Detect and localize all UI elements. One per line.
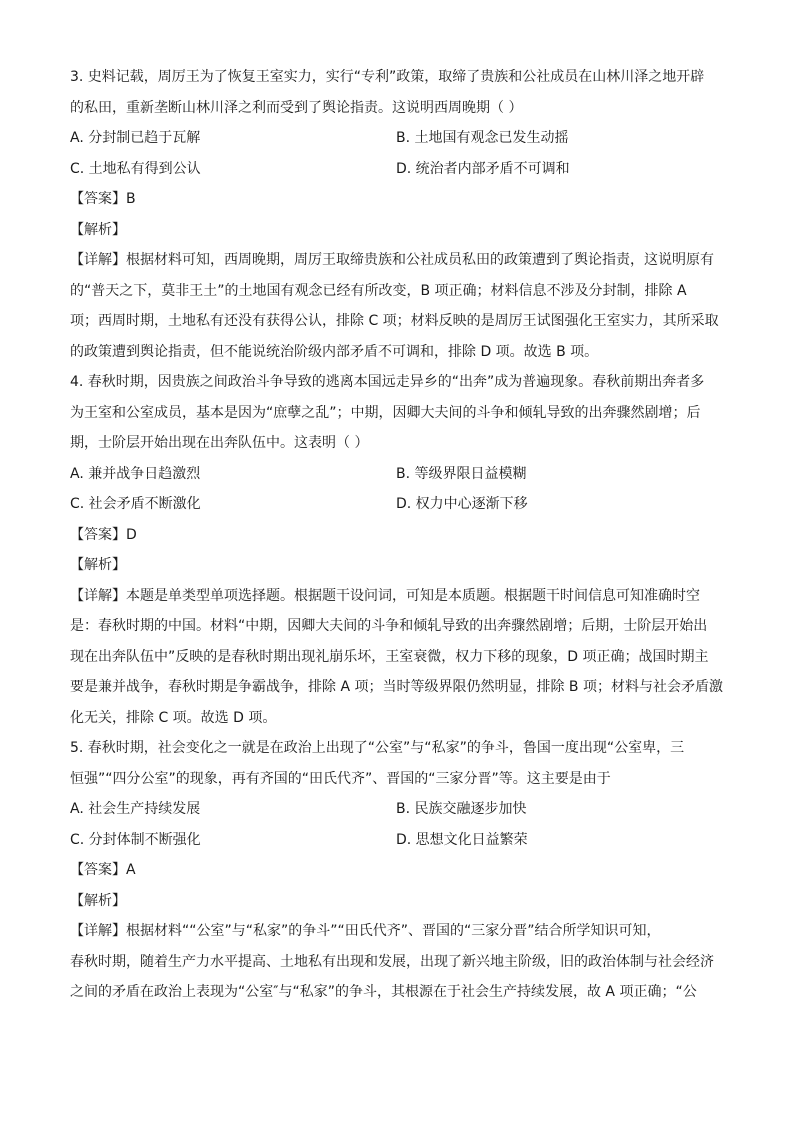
detail-line: 的政策遭到舆论指责，但不能说统治阶级内部矛盾不可调和，排除 D 项。故选 B 项。 <box>70 343 599 360</box>
option-a: A. 分封制已趋于瓦解 <box>70 130 201 146</box>
option-a: A. 兼并战争日趋激烈 <box>70 465 201 482</box>
answer-line <box>70 855 724 886</box>
answer-label: 【答案】 <box>70 191 126 207</box>
option-d: D. 统治者内部矛盾不可调和 <box>396 160 570 177</box>
options-row <box>70 794 724 825</box>
answer-label: 【答案】 <box>70 862 126 878</box>
detail-line: 之间的矛盾在政治上表现为“公室″与“私家”的争斗，其根源在于社会生产持续发展，故 A 项正确；“公 <box>70 984 697 1000</box>
detail-line: 现在出奔队伍中”反映的是春秋时期出现礼崩乐坏，王室衰微，权力下移的现象，D 项正确；战国时期主 <box>70 648 709 665</box>
question-stem-line: 为王室和公室成员，基本是因为“庶孽之乱”；中期，因卿大夫间的斗争和倾轧导致的出奔骤然剧增；后 <box>70 404 701 421</box>
detail-line: 【详解】根据材料可知，西周晚期，周厉王取缔贵族和公社成员私田的政策遭到了舆论指责，这说明原有 <box>70 252 714 268</box>
detail-line: 是：春秋时期的中国。材料“中期，因卿大夫间的斗争和倾轧导致的出奔骤然剧增；后期，士阶层开始出 <box>70 618 708 634</box>
answer-line <box>70 520 724 551</box>
answer-value: A <box>126 862 136 878</box>
analysis-label: 【解析】 <box>70 557 126 573</box>
option-b: B. 民族交融逐步加快 <box>396 801 527 817</box>
answer-value: D <box>126 526 137 543</box>
question-5 <box>70 733 724 1008</box>
question-stem-line: 5. 春秋时期，社会变化之一就是在政治上出现了“公室”与“私家”的争斗，鲁国一度出现“公室卑，三 <box>70 740 685 756</box>
answer-value: B <box>126 191 136 207</box>
option-b: B. 等级界限日益模糊 <box>396 465 527 482</box>
option-c: C. 社会矛盾不断激化 <box>70 496 201 512</box>
question-stem-line: 4. 春秋时期，因贵族之间政治斗争导致的逃离本国远走异乡的“出奔”成为普遍现象。春秋前期出奔者多 <box>70 374 705 390</box>
option-b: B. 土地国有观念已发生动摇 <box>396 130 569 146</box>
option-c: C. 土地私有得到公认 <box>70 160 201 177</box>
options-row <box>70 489 724 520</box>
option-a: A. 社会生产持续发展 <box>70 801 201 817</box>
options-row <box>70 825 724 856</box>
option-c: C. 分封体制不断强化 <box>70 831 201 848</box>
detail-line: 化无关，排除 C 项。故选 D 项。 <box>70 709 277 726</box>
question-3 <box>70 62 724 367</box>
option-d: D. 思想文化日益繁荣 <box>396 831 528 848</box>
options-row <box>70 459 724 490</box>
analysis-label: 【解析】 <box>70 221 126 238</box>
question-stem-line: 期，士阶层开始出现在出奔队伍中。这表明（ ） <box>70 435 369 451</box>
answer-label: 【答案】 <box>70 526 126 543</box>
detail-line: 春秋时期，随着生产力水平提高、土地私有出现和发展，出现了新兴地主阶级，旧的政治体制与社会经济 <box>70 953 714 970</box>
question-4 <box>70 367 724 733</box>
detail-line: 要是兼并战争，春秋时期是争霸战争，排除 A 项；当时等级界限仍然明显，排除 B 项；材料与社会矛盾激 <box>70 679 723 695</box>
detail-line: 项；西周时期，土地私有还没有获得公认，排除 C 项；材料反映的是周厉王试图强化王室实力，其所采取 <box>70 313 719 329</box>
options-row <box>70 123 724 154</box>
option-d: D. 权力中心逐渐下移 <box>396 496 528 512</box>
question-stem-line: 3. 史料记载，周厉王为了恢复王室实力，实行“专利”政策，取缔了贵族和公社成员在山林川泽之地开辟 <box>70 69 705 85</box>
options-row <box>70 154 724 185</box>
answer-line <box>70 184 724 215</box>
detail-line: 【详解】本题是单类型单项选择题。根据题干设问词，可知是本质题。根据题干时间信息可知准确时空 <box>70 587 700 604</box>
question-stem-line: 恒强”“四分公室”的现象，再有齐国的“田氏代齐”、晋国的“三家分晋”等。这主要是由于 <box>70 770 611 787</box>
detail-line: 的“普天之下，莫非王土”的土地国有观念已经有所改变，B 项正确；材料信息不涉及分封制，排除 A <box>70 282 687 299</box>
detail-line: 【详解】根据材料““公室”与“私家”的争斗”“田氏代齐”、晋国的“三家分晋”结合所学知识可知， <box>70 923 661 939</box>
analysis-label: 【解析】 <box>70 892 126 909</box>
question-stem-line: 的私田，重新垄断山林川泽之利而受到了舆论指责。这说明西周晚期（ ） <box>70 99 523 116</box>
